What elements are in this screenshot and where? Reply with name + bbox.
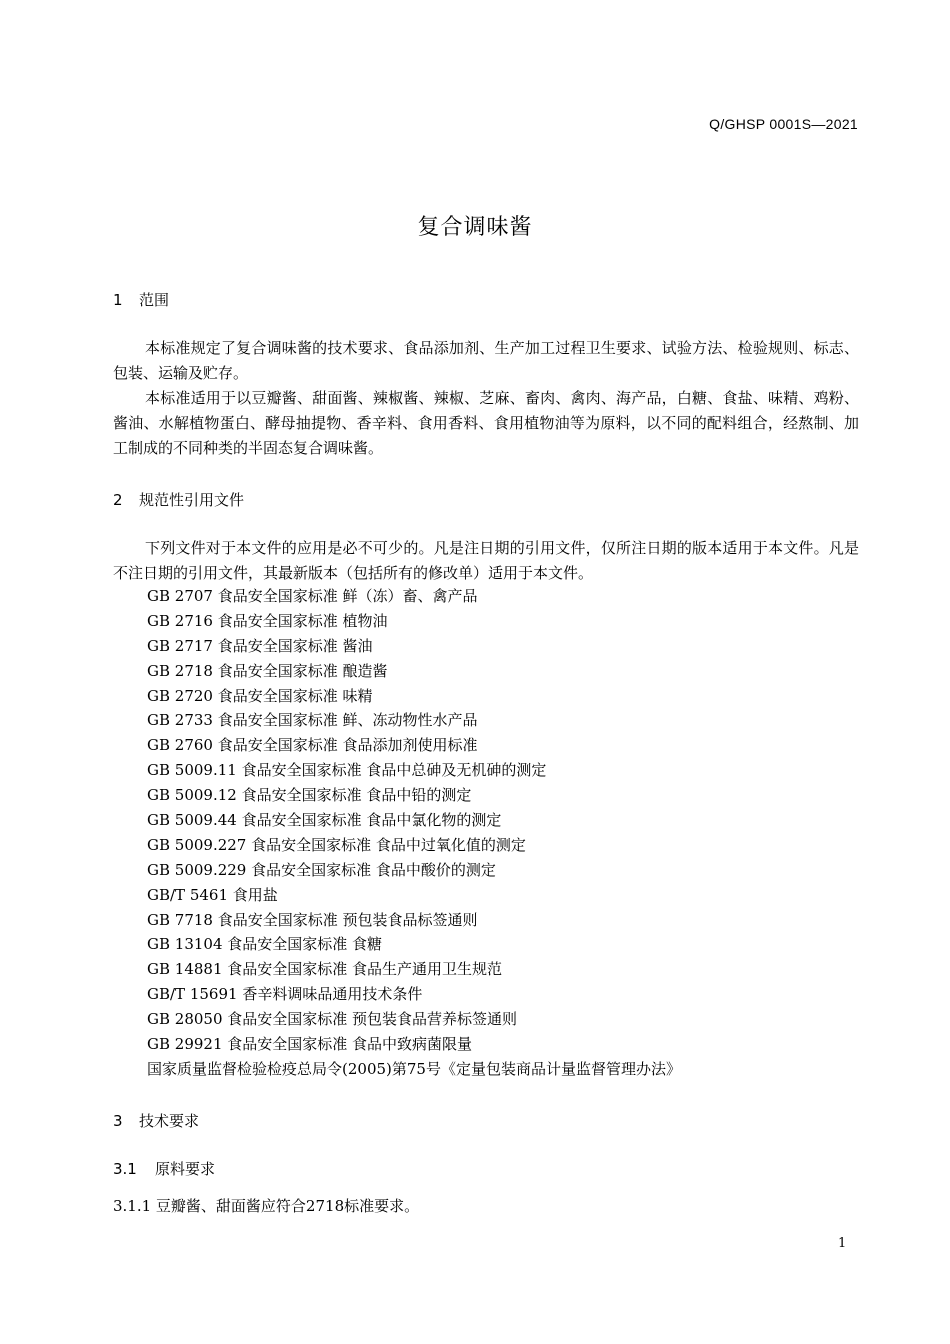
- section-1-title: 范围: [139, 291, 170, 309]
- section-3-number: 3: [113, 1112, 123, 1130]
- reference-list: [147, 584, 867, 1082]
- reference-item: GB 28050 食品安全国家标准 预包装食品营养标签通则: [147, 1010, 518, 1029]
- reference-item: GB 5009.229 食品安全国家标准 食品中酸价的测定: [147, 860, 496, 879]
- section-1-heading: [113, 289, 169, 310]
- section-2-intro: 下列文件对于本文件的应用是必不可少的。凡是注日期的引用文件，仅所注日期的版本适用于本文件。凡是不注日期的引用文件，其最新版本（包括所有的修改单）适用于本文件。: [113, 539, 859, 582]
- section-2-number: 2: [113, 491, 123, 509]
- section-1-number: 1: [113, 291, 123, 309]
- reference-item: GB 14881 食品安全国家标准 食品生产通用卫生规范: [147, 960, 503, 979]
- reference-item: 国家质量监督检验检疫总局令(2005)第75号《定量包装商品计量监督管理办法》: [147, 1059, 681, 1078]
- section-1-paragraph-1: 本标准规定了复合调味酱的技术要求、食品添加剂、生产加工过程卫生要求、试验方法、检验规则、标志、包装、运输及贮存。: [113, 339, 859, 382]
- clause-3-1-1: 3.1.1 豆瓣酱、甜面酱应符合2718标准要求。: [113, 1197, 420, 1215]
- reference-item: GB 5009.12 食品安全国家标准 食品中铅的测定: [147, 786, 472, 805]
- standard-code: Q/GHSP 0001S—2021: [709, 116, 858, 132]
- section-3-1-number: 3.1: [113, 1160, 137, 1178]
- reference-item: GB 13104 食品安全国家标准 食糖: [147, 935, 383, 954]
- reference-item: GB 2717 食品安全国家标准 酱油: [147, 636, 373, 655]
- section-2-title: 规范性引用文件: [139, 491, 245, 509]
- reference-item: GB 2760 食品安全国家标准 食品添加剂使用标准: [147, 736, 478, 755]
- reference-item: GB 2720 食品安全国家标准 味精: [147, 686, 373, 705]
- reference-item: GB 5009.11 食品安全国家标准 食品中总砷及无机砷的测定: [147, 761, 547, 780]
- section-3-1-heading: [113, 1158, 215, 1179]
- reference-item: GB 29921 食品安全国家标准 食品中致病菌限量: [147, 1035, 473, 1054]
- reference-item: GB 2733 食品安全国家标准 鲜、冻动物性水产品: [147, 711, 478, 730]
- section-3-heading: [113, 1110, 199, 1131]
- section-3-1-title: 原料要求: [155, 1160, 216, 1178]
- reference-item: GB 7718 食品安全国家标准 预包装食品标签通则: [147, 910, 478, 929]
- section-3-title: 技术要求: [139, 1112, 200, 1130]
- document-title: 复合调味酱: [417, 215, 533, 240]
- reference-item: GB/T 5461 食用盐: [147, 885, 278, 904]
- reference-item: GB 5009.227 食品安全国家标准 食品中过氧化值的测定: [147, 835, 526, 854]
- reference-item: GB 2716 食品安全国家标准 植物油: [147, 611, 388, 630]
- reference-item: GB 5009.44 食品安全国家标准 食品中氯化物的测定: [147, 811, 502, 830]
- section-2-heading: [113, 489, 244, 510]
- section-1-paragraph-2: 本标准适用于以豆瓣酱、甜面酱、辣椒酱、辣椒、芝麻、畜肉、禽肉、海产品，白糖、食盐、味精、鸡粉、酱油、水解植物蛋白、酵母抽提物、香辛料、食用香料、食用植物油等为原料，以不同的配料组合，经熬制、加工制成的不同种类的半固态复合调味酱。: [113, 389, 859, 457]
- reference-item: GB 2707 食品安全国家标准 鲜（冻）畜、禽产品: [147, 587, 478, 605]
- reference-item: GB 2718 食品安全国家标准 酿造酱: [147, 661, 388, 680]
- page-number: 1: [838, 1236, 847, 1251]
- reference-item: GB/T 15691 香辛料调味品通用技术条件: [147, 985, 423, 1004]
